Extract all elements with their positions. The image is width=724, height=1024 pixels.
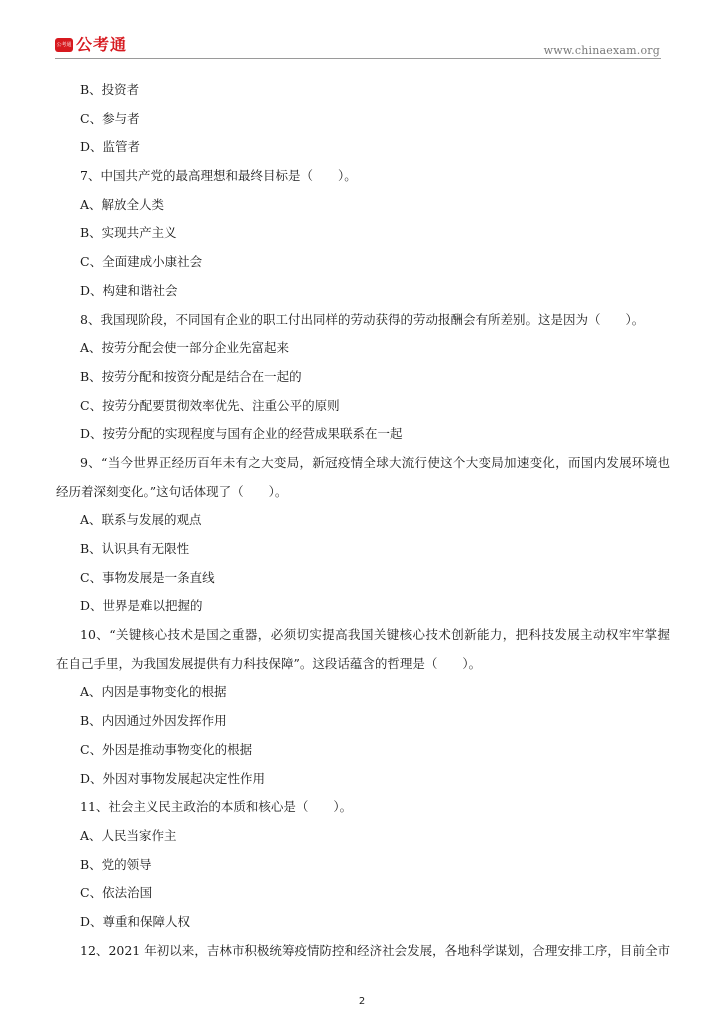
question-text: 12、2021 年初以来，吉林市积极统筹疫情防控和经济社会发展，各地科学谋划，合理安排工序，目前全市 [80,942,670,958]
answer-option: A、人民当家作主 [80,827,177,843]
answer-option: C、依法治国 [80,885,153,901]
question-text: 11、社会主义民主政治的本质和核心是（ ）。 [80,799,353,815]
answer-option: A、内因是事物变化的根据 [80,684,227,700]
answer-option: B、实现共产主义 [80,225,177,241]
answer-option: D、尊重和保障人权 [80,913,191,929]
answer-option: D、监管者 [80,139,141,155]
answer-option: C、参与者 [80,110,140,126]
question-continuation: 在自己手里，为我国发展提供有力科技保障”。这段话蕴含的哲理是（ ）。 [56,655,482,671]
page-number: 2 [358,996,366,1007]
answer-option: A、联系与发展的观点 [80,512,202,528]
page-header [0,0,724,60]
logo [55,36,127,54]
logo-text: 公考通 [76,35,128,54]
answer-option: B、投资者 [80,82,140,97]
answer-option: C、按劳分配要贯彻效率优先、注重公平的原则 [80,397,340,413]
question-continuation: 经历着深刻变化。”这句话体现了（ ）。 [56,483,288,499]
answer-option: D、构建和谐社会 [80,282,178,298]
answer-option: C、全面建成小康社会 [80,254,203,270]
document-body [56,76,670,965]
answer-option: B、按劳分配和按资分配是结合在一起的 [80,368,302,384]
question-text: 10、“关键核心技术是国之重器，必须切实提高我国关键核心技术创新能力，把科技发展主动权牢牢掌握 [80,627,670,643]
answer-option: A、按劳分配会使一部分企业先富起来 [80,340,290,356]
header-divider [55,58,661,59]
answer-option: A、解放全人类 [80,196,165,212]
answer-option: B、认识具有无限性 [80,541,190,556]
site-url: www.chinaexam.org [543,44,660,57]
question-text: 8、我国现阶段，不同国有企业的职工付出同样的劳动获得的劳动报酬会有所差别。这是因为（ ）。 [80,311,645,327]
question-text: 7、中国共产党的最高理想和最终目标是（ ）。 [80,168,357,184]
answer-option: C、外因是推动事物变化的根据 [80,741,253,757]
answer-option: B、内因通过外因发挥作用 [80,713,227,729]
question-text: 9、“当今世界正经历百年未有之大变局，新冠疫情全球大流行使这个大变局加速变化，而国内发展环境也 [80,454,670,470]
answer-option: D、世界是难以把握的 [80,598,203,614]
answer-option: D、外因对事物发展起决定性作用 [80,770,266,786]
answer-option: B、党的领导 [80,856,152,872]
logo-badge-icon: 公考通 [55,38,73,52]
answer-option: C、事物发展是一条直线 [80,569,215,585]
answer-option: D、按劳分配的实现程度与国有企业的经营成果联系在一起 [80,426,403,442]
